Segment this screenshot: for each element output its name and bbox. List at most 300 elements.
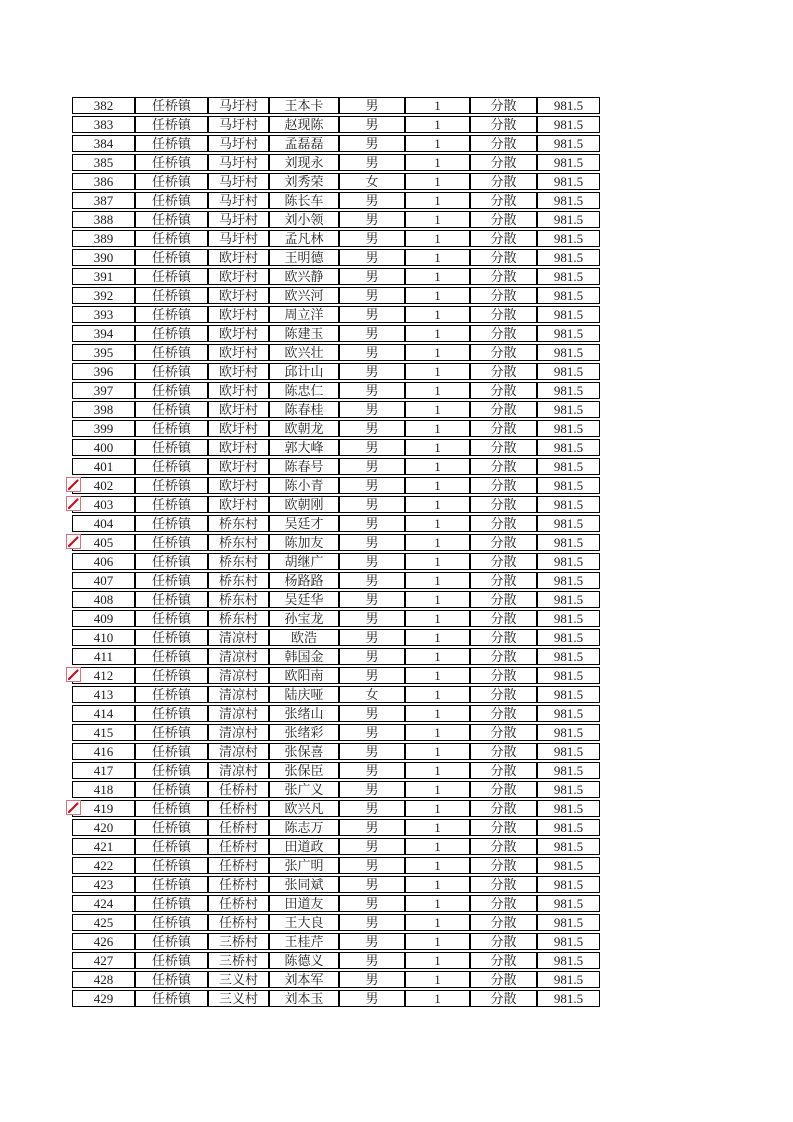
cell-village: 清凉村 xyxy=(208,705,269,722)
cell-amount: 981.5 xyxy=(537,971,600,988)
cell-amount: 981.5 xyxy=(537,439,600,456)
pencil-annotation-icon[interactable] xyxy=(66,477,81,492)
cell-town: 任桥镇 xyxy=(135,914,208,931)
cell-village: 桥东村 xyxy=(208,572,269,589)
table-row xyxy=(72,287,600,304)
table-row xyxy=(72,648,600,665)
table-row xyxy=(72,971,600,988)
cell-town: 任桥镇 xyxy=(135,306,208,323)
table-row xyxy=(72,591,600,608)
cell-no: 424 xyxy=(72,895,135,912)
cell-no: 429 xyxy=(72,990,135,1007)
table-row xyxy=(72,420,600,437)
cell-mode: 分散 xyxy=(470,401,537,418)
cell-village: 马圩村 xyxy=(208,116,269,133)
cell-town: 任桥镇 xyxy=(135,724,208,741)
table-row xyxy=(72,306,600,323)
cell-amount: 981.5 xyxy=(537,648,600,665)
table-row xyxy=(72,686,600,703)
cell-amount: 981.5 xyxy=(537,838,600,855)
cell-gender: 男 xyxy=(339,192,405,209)
cell-town: 任桥镇 xyxy=(135,895,208,912)
cell-village: 桥东村 xyxy=(208,553,269,570)
table-row xyxy=(72,268,600,285)
cell-amount: 981.5 xyxy=(537,762,600,779)
table-row xyxy=(72,990,600,1007)
cell-count: 1 xyxy=(405,762,470,779)
cell-no: 389 xyxy=(72,230,135,247)
cell-no: 398 xyxy=(72,401,135,418)
cell-name: 陈春桂 xyxy=(269,401,339,418)
cell-town: 任桥镇 xyxy=(135,857,208,874)
cell-village: 任桥村 xyxy=(208,914,269,931)
cell-count: 1 xyxy=(405,705,470,722)
cell-town: 任桥镇 xyxy=(135,325,208,342)
cell-amount: 981.5 xyxy=(537,876,600,893)
cell-town: 任桥镇 xyxy=(135,648,208,665)
cell-amount: 981.5 xyxy=(537,914,600,931)
cell-village: 清凉村 xyxy=(208,629,269,646)
cell-mode: 分散 xyxy=(470,173,537,190)
cell-count: 1 xyxy=(405,496,470,513)
cell-village: 欧圩村 xyxy=(208,249,269,266)
table-row xyxy=(72,97,600,114)
cell-name: 张广明 xyxy=(269,857,339,874)
cell-name: 刘本军 xyxy=(269,971,339,988)
cell-count: 1 xyxy=(405,211,470,228)
cell-town: 任桥镇 xyxy=(135,97,208,114)
cell-count: 1 xyxy=(405,344,470,361)
cell-count: 1 xyxy=(405,154,470,171)
cell-no: 413 xyxy=(72,686,135,703)
cell-name: 陈忠仁 xyxy=(269,382,339,399)
cell-village: 清凉村 xyxy=(208,762,269,779)
cell-village: 三义村 xyxy=(208,990,269,1007)
cell-town: 任桥镇 xyxy=(135,420,208,437)
table-row xyxy=(72,325,600,342)
cell-mode: 分散 xyxy=(470,439,537,456)
cell-amount: 981.5 xyxy=(537,268,600,285)
cell-town: 任桥镇 xyxy=(135,382,208,399)
cell-no: 414 xyxy=(72,705,135,722)
cell-count: 1 xyxy=(405,249,470,266)
cell-village: 任桥村 xyxy=(208,895,269,912)
cell-name: 刘本玉 xyxy=(269,990,339,1007)
cell-amount: 981.5 xyxy=(537,401,600,418)
cell-count: 1 xyxy=(405,895,470,912)
cell-no: 404 xyxy=(72,515,135,532)
cell-mode: 分散 xyxy=(470,268,537,285)
cell-gender: 男 xyxy=(339,249,405,266)
cell-village: 马圩村 xyxy=(208,154,269,171)
cell-mode: 分散 xyxy=(470,990,537,1007)
cell-name: 欧兴河 xyxy=(269,287,339,304)
cell-gender: 男 xyxy=(339,857,405,874)
cell-town: 任桥镇 xyxy=(135,686,208,703)
cell-village: 欧圩村 xyxy=(208,325,269,342)
table-row xyxy=(72,705,600,722)
cell-name: 陈加友 xyxy=(269,534,339,551)
cell-count: 1 xyxy=(405,363,470,380)
cell-amount: 981.5 xyxy=(537,743,600,760)
cell-village: 欧圩村 xyxy=(208,363,269,380)
cell-town: 任桥镇 xyxy=(135,800,208,817)
cell-count: 1 xyxy=(405,401,470,418)
cell-count: 1 xyxy=(405,306,470,323)
cell-amount: 981.5 xyxy=(537,230,600,247)
cell-name: 孙宝龙 xyxy=(269,610,339,627)
table-row xyxy=(72,800,600,817)
cell-gender: 男 xyxy=(339,458,405,475)
cell-name: 陈长车 xyxy=(269,192,339,209)
cell-gender: 男 xyxy=(339,97,405,114)
cell-village: 清凉村 xyxy=(208,724,269,741)
cell-amount: 981.5 xyxy=(537,154,600,171)
cell-amount: 981.5 xyxy=(537,781,600,798)
pencil-annotation-icon[interactable] xyxy=(66,534,81,549)
cell-village: 欧圩村 xyxy=(208,344,269,361)
cell-amount: 981.5 xyxy=(537,553,600,570)
cell-mode: 分散 xyxy=(470,192,537,209)
cell-name: 王本卡 xyxy=(269,97,339,114)
cell-count: 1 xyxy=(405,553,470,570)
cell-town: 任桥镇 xyxy=(135,135,208,152)
cell-count: 1 xyxy=(405,971,470,988)
table-row xyxy=(72,249,600,266)
cell-gender: 男 xyxy=(339,477,405,494)
cell-no: 421 xyxy=(72,838,135,855)
cell-gender: 男 xyxy=(339,838,405,855)
table-row xyxy=(72,515,600,532)
table-row xyxy=(72,667,600,684)
cell-mode: 分散 xyxy=(470,363,537,380)
cell-no: 415 xyxy=(72,724,135,741)
cell-amount: 981.5 xyxy=(537,534,600,551)
cell-name: 欧兴凡 xyxy=(269,800,339,817)
cell-no: 412 xyxy=(72,667,135,684)
cell-amount: 981.5 xyxy=(537,952,600,969)
cell-mode: 分散 xyxy=(470,135,537,152)
cell-count: 1 xyxy=(405,819,470,836)
cell-no: 385 xyxy=(72,154,135,171)
cell-mode: 分散 xyxy=(470,382,537,399)
cell-town: 任桥镇 xyxy=(135,363,208,380)
table-row xyxy=(72,477,600,494)
cell-count: 1 xyxy=(405,230,470,247)
cell-count: 1 xyxy=(405,192,470,209)
cell-name: 陈小青 xyxy=(269,477,339,494)
pencil-annotation-icon[interactable] xyxy=(66,800,81,815)
cell-gender: 男 xyxy=(339,116,405,133)
cell-village: 欧圩村 xyxy=(208,268,269,285)
pencil-annotation-icon[interactable] xyxy=(66,496,81,511)
cell-count: 1 xyxy=(405,515,470,532)
cell-no: 425 xyxy=(72,914,135,931)
cell-town: 任桥镇 xyxy=(135,629,208,646)
cell-gender: 男 xyxy=(339,268,405,285)
cell-town: 任桥镇 xyxy=(135,990,208,1007)
table-row xyxy=(72,211,600,228)
cell-count: 1 xyxy=(405,724,470,741)
cell-mode: 分散 xyxy=(470,420,537,437)
cell-no: 391 xyxy=(72,268,135,285)
cell-name: 王大良 xyxy=(269,914,339,931)
cell-name: 刘秀荣 xyxy=(269,173,339,190)
cell-mode: 分散 xyxy=(470,724,537,741)
cell-count: 1 xyxy=(405,800,470,817)
table-row xyxy=(72,838,600,855)
cell-gender: 男 xyxy=(339,154,405,171)
cell-town: 任桥镇 xyxy=(135,401,208,418)
cell-town: 任桥镇 xyxy=(135,496,208,513)
cell-town: 任桥镇 xyxy=(135,439,208,456)
cell-name: 田道友 xyxy=(269,895,339,912)
cell-no: 382 xyxy=(72,97,135,114)
table-row xyxy=(72,762,600,779)
cell-amount: 981.5 xyxy=(537,382,600,399)
cell-no: 392 xyxy=(72,287,135,304)
cell-village: 桥东村 xyxy=(208,515,269,532)
cell-mode: 分散 xyxy=(470,458,537,475)
cell-village: 桥东村 xyxy=(208,591,269,608)
cell-town: 任桥镇 xyxy=(135,230,208,247)
cell-no: 418 xyxy=(72,781,135,798)
cell-gender: 男 xyxy=(339,401,405,418)
cell-amount: 981.5 xyxy=(537,135,600,152)
cell-no: 410 xyxy=(72,629,135,646)
cell-mode: 分散 xyxy=(470,610,537,627)
cell-amount: 981.5 xyxy=(537,287,600,304)
cell-name: 欧兴静 xyxy=(269,268,339,285)
cell-name: 张绪山 xyxy=(269,705,339,722)
table-row xyxy=(72,914,600,931)
table-row xyxy=(72,382,600,399)
cell-amount: 981.5 xyxy=(537,458,600,475)
cell-gender: 男 xyxy=(339,990,405,1007)
cell-name: 杨路路 xyxy=(269,572,339,589)
roster-table xyxy=(72,95,600,1009)
cell-name: 张同斌 xyxy=(269,876,339,893)
cell-no: 397 xyxy=(72,382,135,399)
cell-town: 任桥镇 xyxy=(135,344,208,361)
cell-no: 383 xyxy=(72,116,135,133)
table-row xyxy=(72,154,600,171)
cell-amount: 981.5 xyxy=(537,800,600,817)
table-body xyxy=(72,97,600,1007)
cell-amount: 981.5 xyxy=(537,249,600,266)
table-row xyxy=(72,876,600,893)
cell-town: 任桥镇 xyxy=(135,591,208,608)
cell-name: 张广义 xyxy=(269,781,339,798)
cell-count: 1 xyxy=(405,667,470,684)
cell-gender: 男 xyxy=(339,553,405,570)
table-row xyxy=(72,344,600,361)
cell-town: 任桥镇 xyxy=(135,287,208,304)
cell-no: 401 xyxy=(72,458,135,475)
cell-name: 张保臣 xyxy=(269,762,339,779)
cell-village: 三义村 xyxy=(208,971,269,988)
table-row xyxy=(72,610,600,627)
cell-gender: 男 xyxy=(339,952,405,969)
table-row xyxy=(72,116,600,133)
cell-gender: 男 xyxy=(339,933,405,950)
table-row xyxy=(72,534,600,551)
cell-no: 408 xyxy=(72,591,135,608)
cell-gender: 男 xyxy=(339,572,405,589)
cell-gender: 男 xyxy=(339,743,405,760)
cell-name: 刘小领 xyxy=(269,211,339,228)
cell-name: 张保喜 xyxy=(269,743,339,760)
cell-count: 1 xyxy=(405,382,470,399)
cell-name: 吴廷华 xyxy=(269,591,339,608)
cell-village: 任桥村 xyxy=(208,819,269,836)
cell-gender: 男 xyxy=(339,591,405,608)
cell-amount: 981.5 xyxy=(537,116,600,133)
cell-village: 任桥村 xyxy=(208,838,269,855)
table-row xyxy=(72,458,600,475)
table-row xyxy=(72,933,600,950)
cell-town: 任桥镇 xyxy=(135,933,208,950)
cell-gender: 男 xyxy=(339,876,405,893)
pencil-annotation-icon[interactable] xyxy=(66,667,81,682)
cell-mode: 分散 xyxy=(470,876,537,893)
cell-count: 1 xyxy=(405,876,470,893)
cell-village: 桥东村 xyxy=(208,534,269,551)
cell-mode: 分散 xyxy=(470,952,537,969)
cell-gender: 男 xyxy=(339,648,405,665)
cell-name: 王桂芹 xyxy=(269,933,339,950)
cell-mode: 分散 xyxy=(470,515,537,532)
cell-gender: 男 xyxy=(339,724,405,741)
cell-village: 欧圩村 xyxy=(208,496,269,513)
cell-gender: 男 xyxy=(339,971,405,988)
cell-no: 386 xyxy=(72,173,135,190)
cell-no: 396 xyxy=(72,363,135,380)
cell-village: 欧圩村 xyxy=(208,420,269,437)
cell-amount: 981.5 xyxy=(537,192,600,209)
cell-mode: 分散 xyxy=(470,838,537,855)
cell-name: 邱计山 xyxy=(269,363,339,380)
cell-gender: 女 xyxy=(339,686,405,703)
cell-amount: 981.5 xyxy=(537,211,600,228)
cell-gender: 男 xyxy=(339,762,405,779)
cell-no: 426 xyxy=(72,933,135,950)
cell-amount: 981.5 xyxy=(537,363,600,380)
cell-no: 416 xyxy=(72,743,135,760)
cell-name: 孟磊磊 xyxy=(269,135,339,152)
cell-amount: 981.5 xyxy=(537,933,600,950)
cell-mode: 分散 xyxy=(470,477,537,494)
cell-village: 任桥村 xyxy=(208,876,269,893)
cell-count: 1 xyxy=(405,914,470,931)
table-row xyxy=(72,819,600,836)
cell-name: 欧阳南 xyxy=(269,667,339,684)
cell-town: 任桥镇 xyxy=(135,192,208,209)
cell-mode: 分散 xyxy=(470,211,537,228)
cell-amount: 981.5 xyxy=(537,306,600,323)
cell-name: 田道政 xyxy=(269,838,339,855)
cell-mode: 分散 xyxy=(470,306,537,323)
cell-town: 任桥镇 xyxy=(135,534,208,551)
cell-name: 胡继广 xyxy=(269,553,339,570)
cell-mode: 分散 xyxy=(470,629,537,646)
cell-village: 欧圩村 xyxy=(208,439,269,456)
cell-amount: 981.5 xyxy=(537,173,600,190)
cell-no: 417 xyxy=(72,762,135,779)
cell-count: 1 xyxy=(405,116,470,133)
cell-mode: 分散 xyxy=(470,667,537,684)
cell-name: 欧朝刚 xyxy=(269,496,339,513)
cell-gender: 男 xyxy=(339,135,405,152)
cell-no: 423 xyxy=(72,876,135,893)
cell-name: 孟凡林 xyxy=(269,230,339,247)
cell-amount: 981.5 xyxy=(537,515,600,532)
cell-town: 任桥镇 xyxy=(135,610,208,627)
cell-town: 任桥镇 xyxy=(135,268,208,285)
cell-name: 张绪彩 xyxy=(269,724,339,741)
cell-town: 任桥镇 xyxy=(135,553,208,570)
cell-mode: 分散 xyxy=(470,800,537,817)
cell-name: 周立洋 xyxy=(269,306,339,323)
cell-count: 1 xyxy=(405,629,470,646)
cell-no: 419 xyxy=(72,800,135,817)
cell-gender: 男 xyxy=(339,439,405,456)
cell-count: 1 xyxy=(405,572,470,589)
cell-village: 欧圩村 xyxy=(208,458,269,475)
cell-count: 1 xyxy=(405,933,470,950)
cell-no: 388 xyxy=(72,211,135,228)
table-row xyxy=(72,629,600,646)
cell-name: 赵现陈 xyxy=(269,116,339,133)
cell-village: 欧圩村 xyxy=(208,477,269,494)
table-row xyxy=(72,724,600,741)
cell-amount: 981.5 xyxy=(537,724,600,741)
cell-town: 任桥镇 xyxy=(135,838,208,855)
cell-count: 1 xyxy=(405,477,470,494)
cell-count: 1 xyxy=(405,838,470,855)
cell-count: 1 xyxy=(405,610,470,627)
cell-town: 任桥镇 xyxy=(135,819,208,836)
cell-town: 任桥镇 xyxy=(135,477,208,494)
cell-amount: 981.5 xyxy=(537,420,600,437)
cell-count: 1 xyxy=(405,591,470,608)
table-row xyxy=(72,952,600,969)
cell-count: 1 xyxy=(405,952,470,969)
table-row xyxy=(72,895,600,912)
cell-count: 1 xyxy=(405,990,470,1007)
cell-no: 395 xyxy=(72,344,135,361)
cell-amount: 981.5 xyxy=(537,895,600,912)
cell-village: 欧圩村 xyxy=(208,382,269,399)
cell-village: 任桥村 xyxy=(208,857,269,874)
cell-mode: 分散 xyxy=(470,325,537,342)
cell-name: 欧兴壮 xyxy=(269,344,339,361)
cell-mode: 分散 xyxy=(470,705,537,722)
table-row xyxy=(72,135,600,152)
cell-village: 欧圩村 xyxy=(208,306,269,323)
cell-mode: 分散 xyxy=(470,553,537,570)
cell-mode: 分散 xyxy=(470,895,537,912)
cell-town: 任桥镇 xyxy=(135,458,208,475)
cell-count: 1 xyxy=(405,97,470,114)
cell-name: 刘现永 xyxy=(269,154,339,171)
cell-village: 清凉村 xyxy=(208,667,269,684)
cell-name: 欧朝龙 xyxy=(269,420,339,437)
cell-village: 三桥村 xyxy=(208,933,269,950)
cell-no: 390 xyxy=(72,249,135,266)
cell-name: 陈志万 xyxy=(269,819,339,836)
cell-amount: 981.5 xyxy=(537,990,600,1007)
